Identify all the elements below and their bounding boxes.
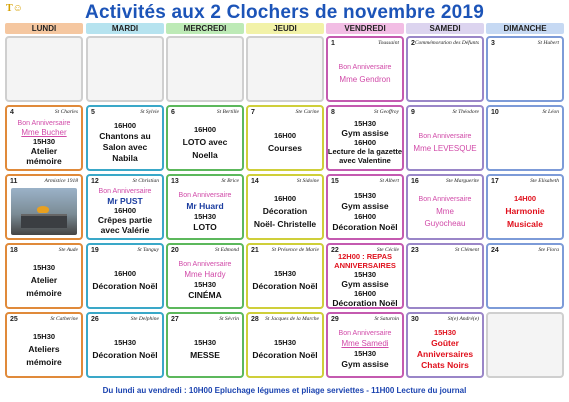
day-cell-17 <box>486 174 564 240</box>
day-number: 4 <box>10 109 14 116</box>
activity-line: avec Valentine <box>339 156 391 165</box>
day-activities <box>168 117 242 167</box>
day-cell-10 <box>486 105 564 171</box>
day-number: 21 <box>251 247 259 254</box>
day-activities <box>408 186 482 236</box>
saint-name: St Clément <box>455 247 479 253</box>
day-number: 7 <box>251 109 255 116</box>
activity-line: Bon Anniversaire <box>98 188 152 195</box>
day-cell-4 <box>5 105 83 171</box>
activity-line: mémoire <box>26 287 62 298</box>
activity-line: Bon Anniversaire <box>338 330 392 337</box>
day-activities <box>408 48 482 98</box>
day-cell-21 <box>246 243 324 309</box>
day-activities <box>88 117 162 167</box>
day-number: 26 <box>91 316 99 323</box>
activity-line: Harmonie <box>505 205 545 216</box>
saint-name: St Christian <box>132 178 159 184</box>
day-activities <box>328 252 402 308</box>
day-cell-13 <box>166 174 244 240</box>
day-cell-22 <box>326 243 404 309</box>
day-activities <box>328 324 402 374</box>
activity-line: avec Valérie <box>100 225 150 235</box>
day-cell-8 <box>326 105 404 171</box>
day-activities <box>7 324 81 374</box>
activity-line: Mme Bucher <box>21 127 67 137</box>
day-activities <box>328 48 402 98</box>
day-activities <box>248 324 322 374</box>
activity-line: 16H00 <box>353 138 377 147</box>
saint-name: St Bertille <box>216 109 239 115</box>
day-number: 22 <box>331 247 339 254</box>
day-activities <box>168 255 242 305</box>
saint-name: Ste Elisabeth <box>530 178 559 184</box>
day-cell-2 <box>406 36 484 102</box>
weekday-header-mercredi: MERCREDI <box>166 23 244 34</box>
day-number: 9 <box>411 109 415 116</box>
day-number: 27 <box>171 316 179 323</box>
activity-line: Goûter <box>431 338 459 348</box>
saint-name: St Sylvie <box>140 109 159 115</box>
activity-line: mémoire <box>26 356 62 367</box>
saint-name: Ste Cécile <box>376 247 399 253</box>
day-cell-18 <box>5 243 83 309</box>
day-activities <box>488 117 562 167</box>
saint-name: St Brice <box>221 178 239 184</box>
activity-line: Bon Anniversaire <box>338 63 392 71</box>
activity-line: Crêpes partie <box>97 215 153 225</box>
day-cell-30 <box>406 312 484 378</box>
activity-line: 16H00 <box>113 269 137 278</box>
empty-day-cell <box>5 36 83 102</box>
day-activities <box>168 186 242 236</box>
day-cell-20 <box>166 243 244 309</box>
activity-line: Musicale <box>507 218 543 229</box>
activity-line: 16H00 <box>273 193 297 203</box>
activity-line: 15H30 <box>353 349 377 358</box>
activity-line: LOTO <box>193 221 217 232</box>
activity-line: Gym assise <box>341 359 389 369</box>
saint-name: St Théodore <box>452 109 479 115</box>
day-number: 6 <box>171 109 175 116</box>
activity-line: CINÉMA <box>188 290 222 300</box>
activity-line: 16H00 <box>113 121 137 130</box>
saint-name: St Catherine <box>50 316 78 322</box>
activity-line: Nabila <box>112 153 138 163</box>
activity-line: 16H00 <box>113 206 137 215</box>
activity-line: LOTO avec <box>182 136 228 147</box>
day-activities <box>7 186 81 236</box>
activity-line: Bon Anniversaire <box>418 195 472 203</box>
saint-name: St Edmond <box>215 247 239 253</box>
day-activities <box>7 117 81 167</box>
saint-name: Ste Aude <box>58 247 78 253</box>
activity-line: Bon Anniversaire <box>17 119 71 127</box>
activity-line: ANNIVERSAIRES <box>334 261 396 270</box>
saint-name: Toussaint <box>378 40 399 46</box>
activity-line: 15H30 <box>32 331 56 341</box>
weekday-header-lundi: LUNDI <box>5 23 83 34</box>
day-number: 13 <box>171 178 179 185</box>
saint-name: St(e) André(e) <box>447 316 479 322</box>
footer-note: Du lundi au vendredi : 10H00 Epluchage légumes et pliage serviettes - 11H00 Lecture du journal <box>102 386 467 395</box>
activity-line: Ateliers <box>28 343 60 354</box>
activity-line: Mr PUST <box>107 196 143 206</box>
activity-line: 15H30 <box>273 269 297 278</box>
saint-name: Ste Flora <box>538 247 559 253</box>
saint-name: St Jacques de la Marche <box>265 316 319 322</box>
activity-line: Mr Huard <box>186 200 224 211</box>
day-cell-6 <box>166 105 244 171</box>
day-activities <box>328 186 402 236</box>
activity-line: Mme LEVESQUE <box>413 143 477 153</box>
saint-name: St Hubert <box>537 40 559 46</box>
activity-line: 16H00 <box>193 124 217 134</box>
activity-line: Bon Anniversaire <box>178 261 232 268</box>
activity-line: Décoration Noël <box>92 281 158 291</box>
saint-name: St Albert <box>379 178 399 184</box>
activity-line: 15H30 <box>193 211 217 221</box>
day-number: 18 <box>10 247 18 254</box>
activity-line: 15H30 <box>32 136 56 146</box>
day-cell-15 <box>326 174 404 240</box>
day-number: 30 <box>411 316 419 323</box>
saint-name: Armistice 1918 <box>44 178 78 184</box>
day-cell-19 <box>86 243 164 309</box>
activity-line: Mme Gendron <box>339 74 391 84</box>
page-title: Activités aux 2 Clochers de novembre 2019 <box>85 2 484 23</box>
day-cell-25 <box>5 312 83 378</box>
day-cell-23 <box>406 243 484 309</box>
day-cell-5 <box>86 105 164 171</box>
activity-line: Chantons au <box>99 131 151 141</box>
day-activities <box>488 48 562 98</box>
day-activities <box>88 255 162 305</box>
day-activities <box>88 186 162 236</box>
day-number: 1 <box>331 40 335 47</box>
day-activities <box>7 255 81 305</box>
activity-line: 12H00 : REPAS <box>337 252 393 261</box>
day-activities <box>488 255 562 305</box>
activity-line: Décoration <box>262 205 308 216</box>
activity-line: Décoration Noël <box>332 298 398 308</box>
activity-line: 15H30 <box>193 338 217 347</box>
saint-name: Commémoration des Défunts <box>414 40 479 46</box>
activity-line: 15H30 <box>113 338 137 347</box>
activity-line: Anniversaires <box>416 349 474 359</box>
activity-line: Décoration Noël <box>92 350 158 360</box>
day-activities <box>408 324 482 374</box>
day-cell-27 <box>166 312 244 378</box>
day-number: 23 <box>411 247 419 254</box>
activity-line: Bon Anniversaire <box>178 191 232 199</box>
day-cell-28 <box>246 312 324 378</box>
activity-line: Guyocheau <box>424 218 466 228</box>
activity-line: Atelier <box>30 145 58 156</box>
saint-name: St Saturnin <box>374 316 399 322</box>
day-activities <box>248 255 322 305</box>
day-number: 12 <box>91 178 99 185</box>
saint-name: St Léon <box>542 109 559 115</box>
activity-line: 15H30 <box>32 262 56 272</box>
activity-line: 15H30 <box>353 270 377 279</box>
day-number: 29 <box>331 316 339 323</box>
day-number: 14 <box>251 178 259 185</box>
day-cell-24 <box>486 243 564 309</box>
activity-line: Décoration Noël <box>332 221 398 232</box>
activity-line: 15H30 <box>193 280 217 289</box>
activity-line: Lecture de la gazette <box>327 147 403 156</box>
day-cell-29 <box>326 312 404 378</box>
day-cell-11 <box>5 174 83 240</box>
day-cell-3 <box>486 36 564 102</box>
day-number: 24 <box>491 247 499 254</box>
day-cell-1 <box>326 36 404 102</box>
day-cell-16 <box>406 174 484 240</box>
activity-line: Chats Noirs <box>421 360 469 370</box>
saint-name: St Geoffroy <box>374 109 399 115</box>
weekday-header-dimanche: DIMANCHE <box>486 23 564 34</box>
activity-line: 15H30 <box>273 338 297 347</box>
activity-line: 14H00 <box>513 193 537 203</box>
empty-day-cell <box>486 312 564 378</box>
logo-text: T☺ <box>6 3 23 14</box>
activity-line: 16H00 <box>273 131 297 140</box>
weekday-header-mardi: MARDI <box>86 23 164 34</box>
day-number: 11 <box>10 178 18 185</box>
weekday-header-vendredi: VENDREDI <box>326 23 404 34</box>
activity-line: Noël- Christelle <box>253 218 317 229</box>
activity-line: Décoration Noël <box>252 281 318 291</box>
activity-line: Gym assise <box>341 200 389 211</box>
saint-name: Ste Delphine <box>130 316 159 322</box>
day-number: 16 <box>411 178 419 185</box>
day-number: 3 <box>491 40 495 47</box>
activity-line: mémoire <box>26 155 62 166</box>
activity-line: MESSE <box>190 350 220 360</box>
activity-line: 16H00 <box>353 211 377 221</box>
saint-name: St Sidoine <box>296 178 319 184</box>
activity-line: Salon avec <box>102 142 148 152</box>
day-cell-7 <box>246 105 324 171</box>
activity-line: 15H30 <box>353 190 377 200</box>
weekday-header-jeudi: JEUDI <box>246 23 324 34</box>
activity-line: 15H30 <box>433 328 457 337</box>
weekday-header-samedi: SAMEDI <box>406 23 484 34</box>
activity-line: Gym assise <box>341 128 389 138</box>
day-activities <box>248 117 322 167</box>
saint-name: Ste Carine <box>295 109 319 115</box>
activity-line: Courses <box>267 143 302 153</box>
day-number: 25 <box>10 316 18 323</box>
saint-name: St Présence de Marie <box>271 247 319 253</box>
day-activities <box>408 255 482 305</box>
day-number: 28 <box>251 316 259 323</box>
activity-line: Atelier <box>30 274 58 285</box>
day-number: 2 <box>411 40 415 47</box>
activity-line: Gym assise <box>341 279 389 289</box>
day-activities <box>488 186 562 236</box>
day-cell-26 <box>86 312 164 378</box>
empty-day-cell <box>246 36 324 102</box>
activity-line: Mme <box>436 206 454 216</box>
empty-day-cell <box>86 36 164 102</box>
saint-name: Ste Marguerite <box>446 178 479 184</box>
empty-day-cell <box>166 36 244 102</box>
activity-line: Mme Hardy <box>184 270 226 279</box>
day-cell-14 <box>246 174 324 240</box>
day-activities <box>248 186 322 236</box>
day-number: 10 <box>491 109 499 116</box>
activity-line: Noella <box>192 149 218 160</box>
activity-line: Mme Samedi <box>341 339 389 348</box>
activity-line: 16H00 <box>353 289 377 298</box>
day-number: 19 <box>91 247 99 254</box>
day-number: 17 <box>491 178 499 185</box>
day-number: 20 <box>171 247 179 254</box>
activity-line: Bon Anniversaire <box>418 132 472 140</box>
day-cell-9 <box>406 105 484 171</box>
saint-name: St Sévrin <box>219 316 239 322</box>
activity-line: 15H30 <box>353 119 377 128</box>
saint-name: St Tanguy <box>137 247 159 253</box>
day-number: 8 <box>331 109 335 116</box>
day-activities <box>408 117 482 167</box>
day-activities <box>88 324 162 374</box>
day-cell-12 <box>86 174 164 240</box>
saint-name: St Charles <box>54 109 78 115</box>
day-activities <box>328 117 402 167</box>
day-number: 15 <box>331 178 339 185</box>
activity-line: Décoration Noël <box>252 350 318 360</box>
day-number: 5 <box>91 109 95 116</box>
day-activities <box>168 324 242 374</box>
